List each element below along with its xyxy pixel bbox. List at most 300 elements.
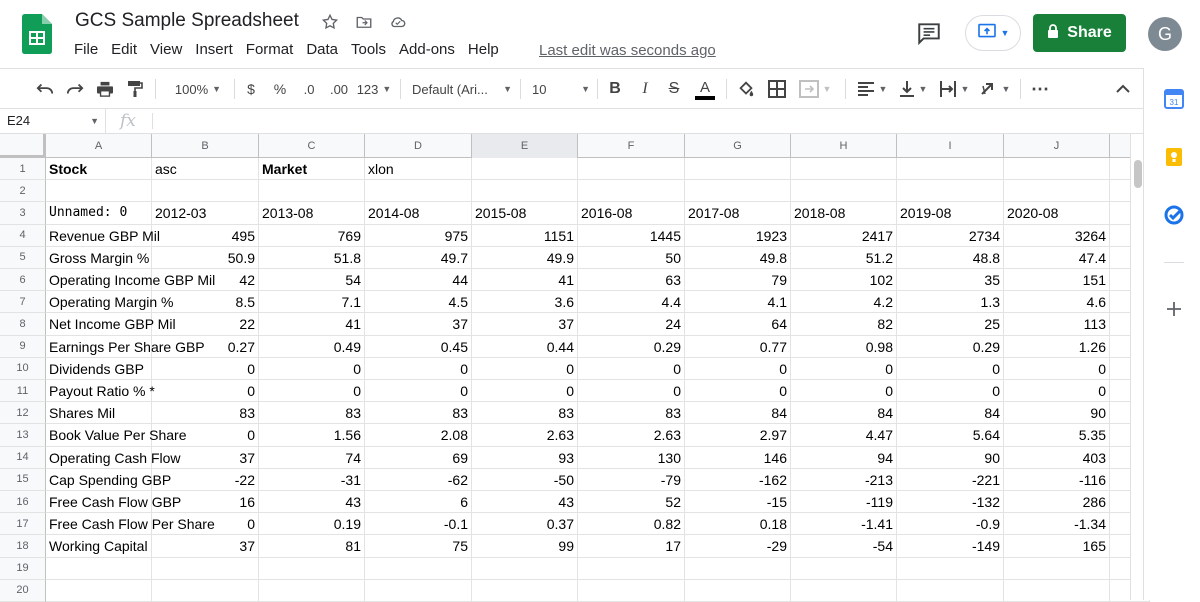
row-header[interactable]: 13: [0, 424, 46, 446]
table-cell[interactable]: 25: [897, 313, 1004, 335]
table-cell[interactable]: [578, 180, 685, 202]
table-cell[interactable]: 50: [578, 247, 685, 269]
svg-text:31: 31: [1169, 98, 1179, 107]
table-cell[interactable]: 94: [791, 447, 897, 469]
row-header[interactable]: 5: [0, 247, 46, 269]
undo-icon[interactable]: [34, 79, 56, 99]
share-label: Share: [1067, 24, 1112, 41]
table-cell[interactable]: 403: [1004, 447, 1110, 469]
column-header[interactable]: D: [365, 134, 472, 158]
side-panel: [1143, 68, 1200, 600]
text-wrapping-icon[interactable]: [937, 79, 971, 99]
text-color-button[interactable]: [694, 79, 716, 101]
table-cell[interactable]: 4.2: [791, 291, 897, 313]
table-cell[interactable]: -221: [897, 469, 1004, 491]
menu-tools[interactable]: Tools: [351, 41, 387, 58]
table-cell[interactable]: -1.34: [1004, 513, 1110, 535]
table-cell[interactable]: 84: [791, 402, 897, 424]
column-header[interactable]: G: [685, 134, 791, 158]
table-cell[interactable]: [152, 180, 259, 202]
table-cell[interactable]: 4.6: [1004, 291, 1110, 313]
star-icon[interactable]: [320, 12, 340, 32]
menu-file[interactable]: File: [74, 41, 99, 58]
table-cell[interactable]: 7.1: [259, 291, 365, 313]
table-cell[interactable]: [578, 158, 685, 180]
table-cell[interactable]: 1445: [578, 225, 685, 247]
table-cell[interactable]: 2.97: [685, 424, 791, 446]
table-cell[interactable]: 2015-08: [472, 202, 578, 224]
table-cell[interactable]: Shares Mil: [46, 402, 152, 424]
column-header[interactable]: C: [259, 134, 365, 158]
table-cell[interactable]: 0.18: [685, 513, 791, 535]
table-cell[interactable]: [791, 158, 897, 180]
table-cell[interactable]: 74: [259, 447, 365, 469]
last-edit-link[interactable]: Last edit was seconds ago: [539, 42, 716, 59]
text-color-swatch: [695, 96, 715, 100]
row-header[interactable]: 8: [0, 313, 46, 335]
table-cell[interactable]: [685, 558, 791, 580]
table-cell[interactable]: 48.8: [897, 247, 1004, 269]
table-cell[interactable]: 0.29: [897, 336, 1004, 358]
table-cell[interactable]: 2417: [791, 225, 897, 247]
chevron-down-icon: ▼: [822, 84, 832, 94]
table-cell[interactable]: 2.63: [578, 424, 685, 446]
row-header[interactable]: 20: [0, 580, 46, 602]
row-header[interactable]: 4: [0, 225, 46, 247]
table-cell[interactable]: -22: [152, 469, 259, 491]
table-cell[interactable]: 35: [897, 269, 1004, 291]
table-cell[interactable]: [46, 180, 152, 202]
table-cell[interactable]: 49.9: [472, 247, 578, 269]
table-cell[interactable]: 0: [152, 380, 259, 402]
table-cell[interactable]: Working Capital: [46, 535, 152, 557]
table-cell[interactable]: 146: [685, 447, 791, 469]
table-cell[interactable]: -54: [791, 535, 897, 557]
table-cell[interactable]: 81: [259, 535, 365, 557]
table-cell[interactable]: 52: [578, 491, 685, 513]
increase-decimal-button[interactable]: .00: [329, 81, 349, 97]
table-cell[interactable]: 769: [259, 225, 365, 247]
table-cell[interactable]: 0: [791, 380, 897, 402]
table-cell[interactable]: 0.49: [259, 336, 365, 358]
table-cell[interactable]: 90: [1004, 402, 1110, 424]
chevron-down-icon: ▼: [382, 84, 392, 94]
table-cell[interactable]: 0.29: [578, 336, 685, 358]
column-header[interactable]: B: [152, 134, 259, 158]
table-cell[interactable]: 0: [152, 513, 259, 535]
table-cell[interactable]: 51.2: [791, 247, 897, 269]
table-cell[interactable]: 64: [685, 313, 791, 335]
table-cell[interactable]: 22: [152, 313, 259, 335]
table-cell[interactable]: 0: [365, 358, 472, 380]
table-cell[interactable]: Gross Margin %: [46, 247, 152, 269]
table-cell[interactable]: [685, 180, 791, 202]
table-cell[interactable]: 83: [152, 402, 259, 424]
table-cell[interactable]: Book Value Per Share: [46, 424, 152, 446]
decrease-decimal-button[interactable]: .0: [303, 81, 315, 97]
table-cell[interactable]: 2734: [897, 225, 1004, 247]
table-cell[interactable]: 2014-08: [365, 202, 472, 224]
present-button[interactable]: [965, 15, 1021, 51]
table-cell[interactable]: 2016-08: [578, 202, 685, 224]
table-cell[interactable]: [259, 558, 365, 580]
table-cell[interactable]: 0: [1004, 380, 1110, 402]
table-cell[interactable]: 4.1: [685, 291, 791, 313]
table-cell[interactable]: 3264: [1004, 225, 1110, 247]
table-cell[interactable]: 50.9: [152, 247, 259, 269]
vertical-scrollbar[interactable]: [1130, 134, 1143, 600]
table-cell[interactable]: 4.4: [578, 291, 685, 313]
table-cell[interactable]: 1151: [472, 225, 578, 247]
table-cell[interactable]: 0: [685, 380, 791, 402]
table-cell[interactable]: 1923: [685, 225, 791, 247]
menu-format[interactable]: Format: [245, 41, 294, 58]
table-cell[interactable]: 41: [472, 269, 578, 291]
table-cell[interactable]: Unnamed: 0: [46, 202, 152, 224]
table-cell[interactable]: 5.35: [1004, 424, 1110, 446]
table-cell[interactable]: 0.44: [472, 336, 578, 358]
text-rotation-icon[interactable]: [978, 79, 1012, 99]
table-cell[interactable]: 975: [365, 225, 472, 247]
cloud-status-icon[interactable]: [388, 12, 408, 32]
row-header[interactable]: 18: [0, 535, 46, 557]
table-cell[interactable]: 47.4: [1004, 247, 1110, 269]
table-cell[interactable]: -213: [791, 469, 897, 491]
table-cell[interactable]: 83: [472, 402, 578, 424]
table-cell[interactable]: 84: [685, 402, 791, 424]
keep-icon[interactable]: [1163, 146, 1185, 168]
currency-format-button[interactable]: $: [247, 81, 255, 97]
table-cell[interactable]: -15: [685, 491, 791, 513]
row-header[interactable]: 9: [0, 336, 46, 358]
column-header[interactable]: F: [578, 134, 685, 158]
table-cell[interactable]: [365, 180, 472, 202]
chevron-down-icon: ▼: [878, 84, 888, 94]
table-cell[interactable]: [791, 580, 897, 602]
table-cell[interactable]: [472, 158, 578, 180]
table-cell[interactable]: 0: [152, 358, 259, 380]
table-cell[interactable]: -149: [897, 535, 1004, 557]
table-cell[interactable]: 2.08: [365, 424, 472, 446]
table-cell[interactable]: 63: [578, 269, 685, 291]
table-cell[interactable]: -62: [365, 469, 472, 491]
table-cell[interactable]: [152, 580, 259, 602]
table-cell[interactable]: 0.98: [791, 336, 897, 358]
more-options-icon[interactable]: ⋯: [1031, 78, 1049, 99]
select-all-corner[interactable]: [0, 134, 46, 158]
table-cell[interactable]: [1004, 158, 1110, 180]
row-header[interactable]: 12: [0, 402, 46, 424]
redo-icon[interactable]: [64, 79, 86, 99]
table-cell[interactable]: 286: [1004, 491, 1110, 513]
table-cell[interactable]: 1.56: [259, 424, 365, 446]
table-cell[interactable]: 130: [578, 447, 685, 469]
table-cell[interactable]: [1004, 558, 1110, 580]
table-cell[interactable]: 2019-08: [897, 202, 1004, 224]
scrollbar-thumb[interactable]: [1134, 160, 1142, 188]
table-cell[interactable]: 4.5: [365, 291, 472, 313]
move-folder-icon[interactable]: [354, 12, 374, 32]
zoom-select[interactable]: [168, 79, 228, 99]
table-cell[interactable]: 93: [472, 447, 578, 469]
table-cell[interactable]: 113: [1004, 313, 1110, 335]
table-cell[interactable]: [897, 558, 1004, 580]
table-cell[interactable]: 2018-08: [791, 202, 897, 224]
menu-help[interactable]: Help: [467, 41, 499, 58]
table-cell[interactable]: [472, 558, 578, 580]
table-cell[interactable]: asc: [152, 158, 259, 180]
table-cell[interactable]: -1.41: [791, 513, 897, 535]
menu-data[interactable]: Data: [306, 41, 338, 58]
table-cell[interactable]: 49.7: [365, 247, 472, 269]
sheets-logo-icon[interactable]: [22, 14, 52, 54]
table-cell[interactable]: 151: [1004, 269, 1110, 291]
name-box[interactable]: [0, 109, 106, 133]
table-cell[interactable]: 84: [897, 402, 1004, 424]
table-cell[interactable]: [897, 158, 1004, 180]
row-header[interactable]: 3: [0, 202, 46, 224]
table-cell[interactable]: Payout Ratio % *: [46, 380, 152, 402]
table-cell[interactable]: 99: [472, 535, 578, 557]
table-cell[interactable]: 6: [365, 491, 472, 513]
table-cell[interactable]: [152, 558, 259, 580]
row-header[interactable]: 7: [0, 291, 46, 313]
menu-add-ons[interactable]: Add-ons: [399, 41, 455, 58]
table-cell[interactable]: [259, 180, 365, 202]
comment-history-icon[interactable]: [916, 20, 942, 46]
table-cell[interactable]: 0.37: [472, 513, 578, 535]
table-cell[interactable]: [259, 580, 365, 602]
table-cell[interactable]: 0: [578, 358, 685, 380]
chevron-down-icon: ▼: [90, 116, 99, 126]
table-cell[interactable]: 16: [152, 491, 259, 513]
avatar[interactable]: G: [1148, 17, 1182, 51]
table-cell[interactable]: [685, 158, 791, 180]
document-title[interactable]: GCS Sample Spreadsheet: [75, 10, 299, 31]
table-cell[interactable]: Free Cash Flow Per Share: [46, 513, 152, 535]
column-header[interactable]: J: [1004, 134, 1110, 158]
table-cell[interactable]: 0: [472, 380, 578, 402]
table-cell[interactable]: -50: [472, 469, 578, 491]
merge-cells-icon[interactable]: [797, 79, 833, 99]
menu-view[interactable]: View: [150, 41, 183, 58]
row-header[interactable]: 11: [0, 380, 46, 402]
share-button[interactable]: [1033, 14, 1126, 52]
table-cell[interactable]: 3.6: [472, 291, 578, 313]
calendar-icon[interactable]: [1163, 88, 1185, 110]
table-cell[interactable]: Free Cash Flow GBP: [46, 491, 152, 513]
table-cell[interactable]: 90: [897, 447, 1004, 469]
table-cell[interactable]: 37: [152, 535, 259, 557]
font-size-select[interactable]: [532, 79, 590, 99]
table-cell[interactable]: 42: [152, 269, 259, 291]
collapse-menu-icon[interactable]: [1113, 79, 1133, 99]
table-cell[interactable]: 43: [472, 491, 578, 513]
column-header[interactable]: E: [472, 134, 578, 158]
table-cell[interactable]: 83: [259, 402, 365, 424]
table-cell[interactable]: 4.47: [791, 424, 897, 446]
table-cell[interactable]: [897, 580, 1004, 602]
table-cell[interactable]: [365, 558, 472, 580]
table-cell[interactable]: [365, 580, 472, 602]
table-cell[interactable]: 5.64: [897, 424, 1004, 446]
table-cell[interactable]: [472, 580, 578, 602]
table-cell[interactable]: 2017-08: [685, 202, 791, 224]
table-cell[interactable]: 69: [365, 447, 472, 469]
table-cell[interactable]: Stock: [46, 158, 152, 180]
table-cell[interactable]: 0: [791, 358, 897, 380]
table-cell[interactable]: 0.77: [685, 336, 791, 358]
font-family-select[interactable]: [412, 79, 512, 99]
table-cell[interactable]: Operating Margin %: [46, 291, 152, 313]
table-cell[interactable]: 83: [365, 402, 472, 424]
percent-format-button[interactable]: %: [273, 81, 287, 97]
table-cell[interactable]: 8.5: [152, 291, 259, 313]
table-cell[interactable]: 49.8: [685, 247, 791, 269]
table-cell[interactable]: 0: [897, 380, 1004, 402]
table-cell[interactable]: 0: [259, 358, 365, 380]
fill-color-icon[interactable]: [736, 79, 756, 99]
table-cell[interactable]: -0.1: [365, 513, 472, 535]
column-header[interactable]: A: [46, 134, 152, 158]
row-header[interactable]: 17: [0, 513, 46, 535]
table-cell[interactable]: [46, 580, 152, 602]
table-cell[interactable]: Net Income GBP Mil: [46, 313, 152, 335]
zoom-value: 100%: [174, 81, 209, 97]
horizontal-align-icon[interactable]: [855, 79, 889, 99]
table-cell[interactable]: [791, 558, 897, 580]
table-cell[interactable]: 82: [791, 313, 897, 335]
table-cell[interactable]: -162: [685, 469, 791, 491]
table-cell[interactable]: -132: [897, 491, 1004, 513]
table-cell[interactable]: 495: [152, 225, 259, 247]
table-cell[interactable]: Dividends GBP: [46, 358, 152, 380]
present-icon: [977, 23, 997, 44]
table-cell[interactable]: Operating Income GBP Mil: [46, 269, 152, 291]
chevron-down-icon: ▼: [212, 84, 222, 94]
table-cell[interactable]: 37: [152, 447, 259, 469]
table-cell[interactable]: -0.9: [897, 513, 1004, 535]
more-formats-select[interactable]: [357, 79, 391, 99]
table-cell[interactable]: 102: [791, 269, 897, 291]
table-cell[interactable]: 0.27: [152, 336, 259, 358]
column-header[interactable]: H: [791, 134, 897, 158]
toolbar: [0, 68, 1143, 109]
table-cell[interactable]: 0: [578, 380, 685, 402]
table-cell[interactable]: [578, 558, 685, 580]
row-header[interactable]: 14: [0, 447, 46, 469]
column-header[interactable]: I: [897, 134, 1004, 158]
table-cell[interactable]: [897, 180, 1004, 202]
table-cell[interactable]: -29: [685, 535, 791, 557]
table-cell[interactable]: 2013-08: [259, 202, 365, 224]
table-cell[interactable]: -79: [578, 469, 685, 491]
table-cell[interactable]: 37: [365, 313, 472, 335]
formula-input[interactable]: [160, 113, 1120, 131]
chevron-down-icon: ▼: [918, 84, 928, 94]
table-cell[interactable]: -31: [259, 469, 365, 491]
add-addon-icon[interactable]: [1163, 298, 1185, 320]
table-cell[interactable]: Operating Cash Flow: [46, 447, 152, 469]
table-cell[interactable]: [791, 180, 897, 202]
row-header[interactable]: 10: [0, 358, 46, 380]
table-cell[interactable]: 165: [1004, 535, 1110, 557]
table-cell[interactable]: xlon: [365, 158, 472, 180]
table-cell[interactable]: 2012-03: [152, 202, 259, 224]
table-cell[interactable]: 0.82: [578, 513, 685, 535]
row-header[interactable]: 15: [0, 469, 46, 491]
table-cell[interactable]: 44: [365, 269, 472, 291]
row-header[interactable]: 19: [0, 558, 46, 580]
table-cell[interactable]: 0.45: [365, 336, 472, 358]
borders-icon[interactable]: [767, 79, 787, 99]
table-cell[interactable]: Market: [259, 158, 365, 180]
table-cell[interactable]: 2.63: [472, 424, 578, 446]
table-cell[interactable]: 24: [578, 313, 685, 335]
app-header: [0, 0, 1200, 68]
table-cell[interactable]: 0: [1004, 358, 1110, 380]
table-cell[interactable]: 37: [472, 313, 578, 335]
tasks-icon[interactable]: [1163, 204, 1185, 226]
table-cell[interactable]: [578, 580, 685, 602]
table-cell[interactable]: 0: [472, 358, 578, 380]
table-cell[interactable]: -116: [1004, 469, 1110, 491]
table-cell[interactable]: [685, 580, 791, 602]
table-cell[interactable]: 54: [259, 269, 365, 291]
strikethrough-button[interactable]: S: [668, 80, 680, 97]
table-cell[interactable]: 1.26: [1004, 336, 1110, 358]
row-header[interactable]: 16: [0, 491, 46, 513]
table-cell[interactable]: Cap Spending GBP: [46, 469, 152, 491]
table-cell[interactable]: 1.3: [897, 291, 1004, 313]
table-cell[interactable]: 51.8: [259, 247, 365, 269]
row-header[interactable]: 2: [0, 180, 46, 202]
table-cell[interactable]: 75: [365, 535, 472, 557]
vertical-align-icon[interactable]: [896, 79, 930, 99]
table-cell[interactable]: 43: [259, 491, 365, 513]
chevron-down-icon: ▼: [960, 84, 970, 94]
table-cell[interactable]: Earnings Per Share GBP: [46, 336, 152, 358]
row-header[interactable]: 1: [0, 158, 46, 180]
table-cell[interactable]: -119: [791, 491, 897, 513]
table-cell[interactable]: 2020-08: [1004, 202, 1110, 224]
table-cell[interactable]: 0.19: [259, 513, 365, 535]
table-cell[interactable]: 17: [578, 535, 685, 557]
table-cell[interactable]: 0: [152, 424, 259, 446]
menu-insert[interactable]: Insert: [195, 41, 233, 58]
table-cell[interactable]: 0: [365, 380, 472, 402]
table-cell[interactable]: 41: [259, 313, 365, 335]
table-cell[interactable]: Revenue GBP Mil: [46, 225, 152, 247]
table-cell[interactable]: 83: [578, 402, 685, 424]
print-icon[interactable]: [94, 79, 116, 99]
italic-button[interactable]: I: [642, 80, 648, 97]
bold-button[interactable]: B: [609, 80, 621, 97]
spreadsheet-grid[interactable]: [0, 134, 1130, 600]
table-cell[interactable]: 0: [259, 380, 365, 402]
paint-format-icon[interactable]: [124, 79, 146, 99]
table-cell[interactable]: [1004, 580, 1110, 602]
table-cell[interactable]: [472, 180, 578, 202]
chevron-down-icon: ▼: [1000, 28, 1010, 38]
menu-edit[interactable]: Edit: [111, 41, 138, 58]
table-cell[interactable]: 0: [685, 358, 791, 380]
table-cell[interactable]: 0: [897, 358, 1004, 380]
table-cell[interactable]: 79: [685, 269, 791, 291]
row-header[interactable]: 6: [0, 269, 46, 291]
table-cell[interactable]: [1004, 180, 1110, 202]
table-cell[interactable]: [46, 558, 152, 580]
